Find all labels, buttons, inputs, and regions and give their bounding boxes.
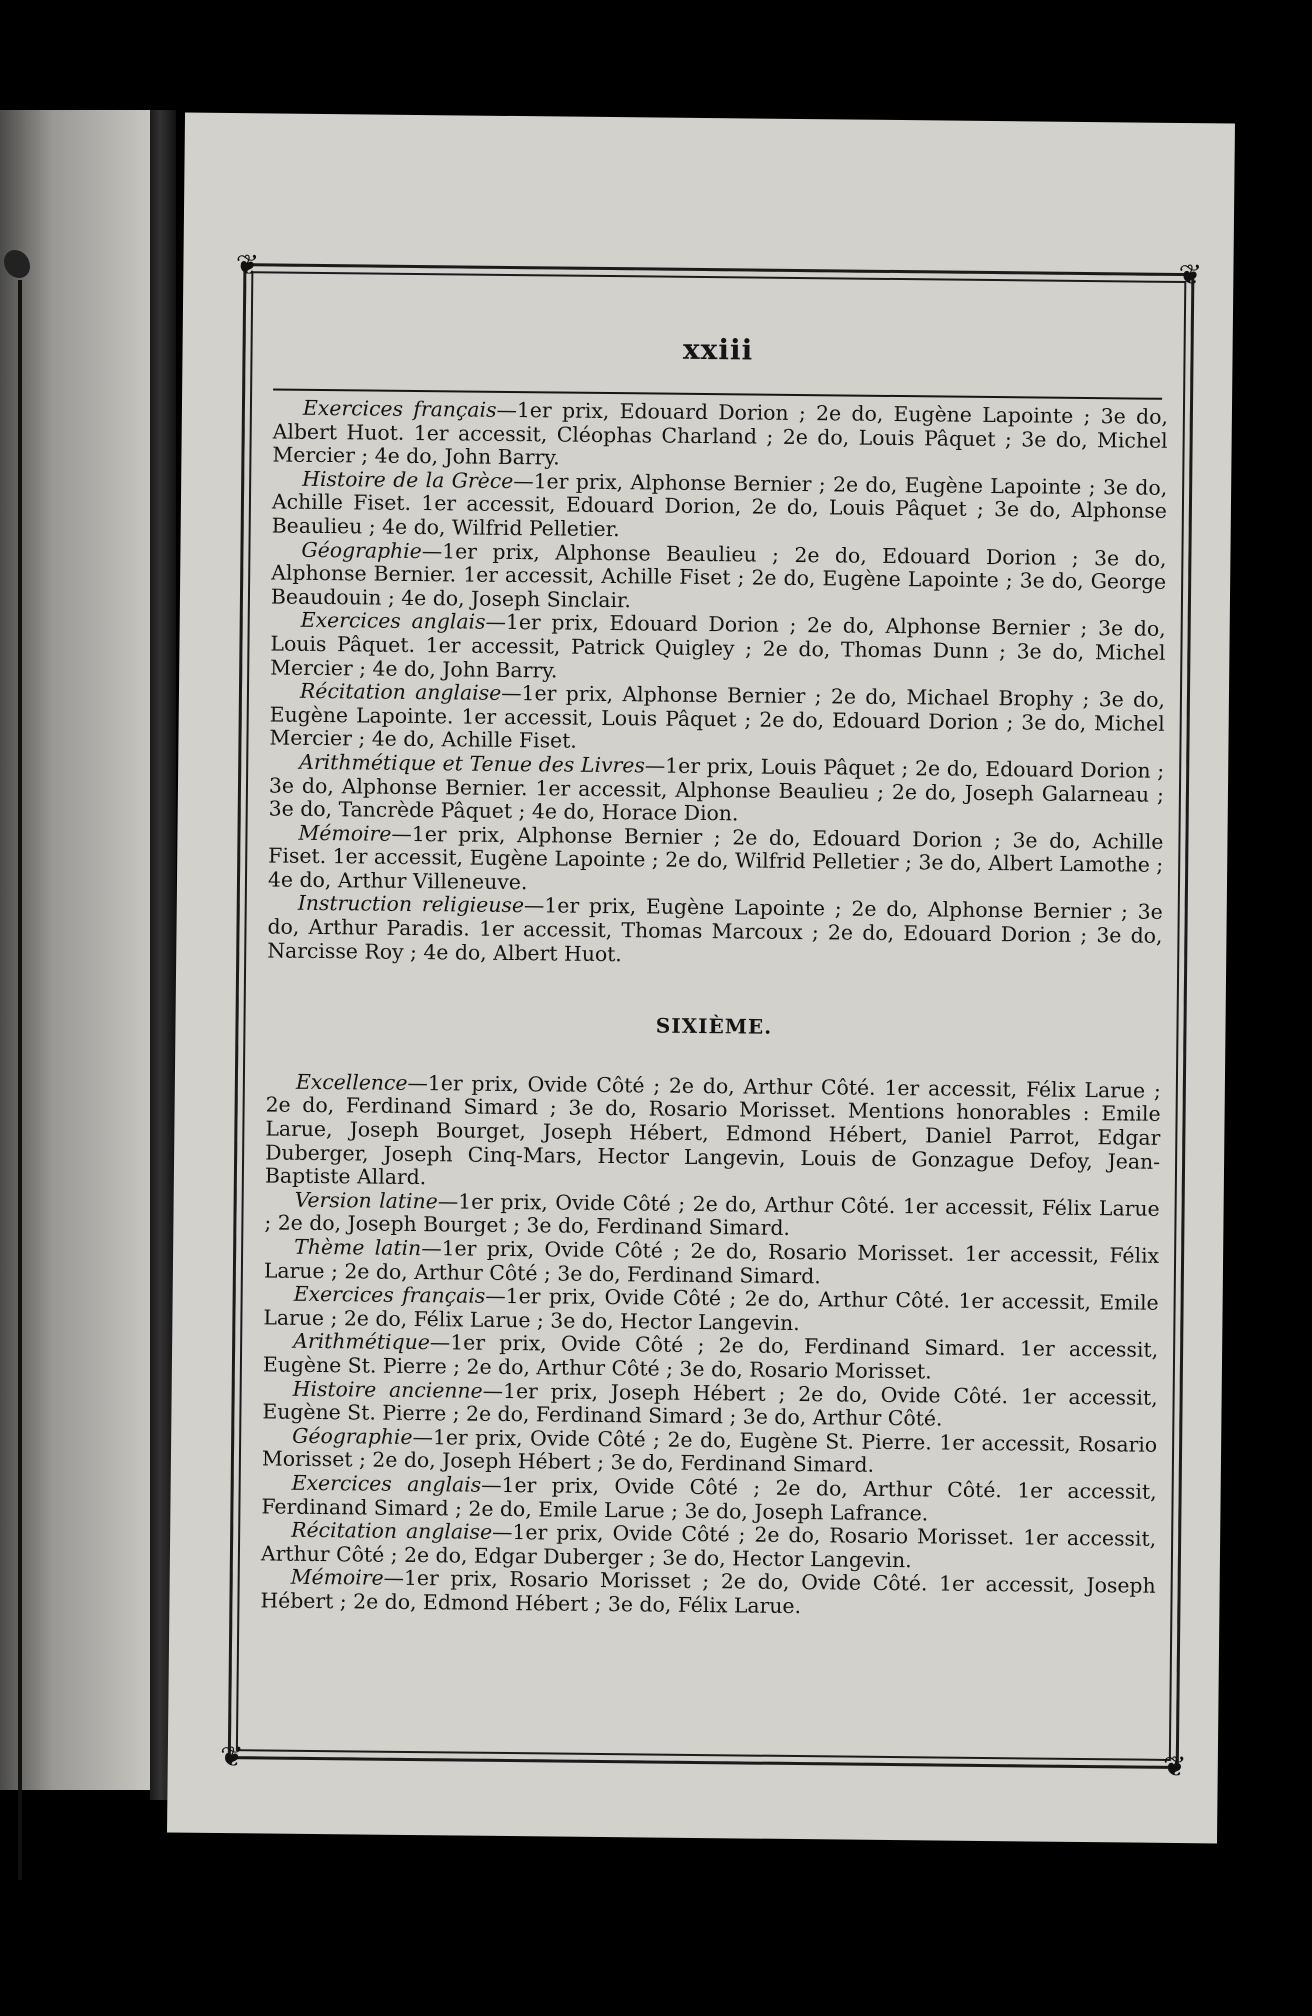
adjacent-page-ornament bbox=[4, 250, 30, 278]
page-content bbox=[260, 396, 1168, 1622]
prize-winners: —1er prix, Edouard Dorion ; 2e do, Eugène Lapointe ; 3e do, Albert Huot. 1er accessit, Cléophas Charland ; 2e do, Louis Pâquet ; 3e do, Michel Mercier ; 4e do, John Barry. bbox=[272, 397, 1169, 470]
section-title: SIXIÈME. bbox=[655, 1013, 773, 1039]
adjacent-page-rule bbox=[18, 280, 22, 1880]
subject-heading: Géographie bbox=[292, 1423, 413, 1449]
prize-winners: —1er prix, Ovide Côté ; 2e do, Eugène St. Pierre. 1er accessit, Rosario Morisset ; 2e do, Joseph Hébert ; 3e do, Ferdinand Simard. bbox=[261, 1424, 1158, 1478]
prize-winners: —1er prix, Louis Pâquet ; 2e do, Edouard Dorion ; 3e do, Alphonse Bernier. 1er accessit, Alphonse Beaulieu ; 2e do, Joseph Galarneau ; 3e do, Tancrède Pâquet ; 4e do, Horace Dion. bbox=[268, 753, 1165, 826]
subject-heading: Exercices anglais bbox=[300, 608, 486, 635]
subject-heading: Thème latin bbox=[294, 1234, 422, 1261]
prize-winners: —1er prix, Joseph Hébert ; 2e do, Ovide Côté. 1er accessit, Eugène St. Pierre ; 2e do, Ferdinand Simard ; 3e do, Arthur Côté. bbox=[262, 1378, 1158, 1431]
prize-entry bbox=[260, 1566, 1155, 1623]
prize-entry bbox=[272, 467, 1168, 547]
page-number: xxiii bbox=[682, 332, 754, 367]
corner-ornament-icon: ❦ bbox=[1162, 1749, 1187, 1784]
page-frame bbox=[219, 248, 1203, 1784]
prize-winners: —1er prix, Ovide Côté ; 2e do, Rosario Morisset. 1er accessit, Arthur Côté ; 2e do, Edgar Duberger ; 3e do, Hector Langevin. bbox=[260, 1519, 1157, 1572]
prize-list-sixieme bbox=[260, 1070, 1161, 1622]
corner-ornament-icon: ❦ bbox=[1178, 257, 1203, 292]
book-page bbox=[167, 113, 1235, 1844]
prize-winners: —1er prix, Alphonse Bernier ; 2e do, Michael Brophy ; 3e do, Eugène Lapointe. 1er accessit, Louis Pâquet ; 2e do, Edouard Dorion ; 3e do, Michel Mercier ; 4e do, Achille Fiset. bbox=[269, 681, 1166, 753]
prize-winners: —1er prix, Eugène Lapointe ; 2e do, Alphonse Bernier ; 3e do, Arthur Paradis. 1er accessit, Thomas Marcoux ; 2e do, Edouard Dorion ; 3e do, Narcisse Roy ; 4e do, Albert Huot. bbox=[267, 893, 1163, 966]
subject-heading: Excellence bbox=[295, 1069, 408, 1095]
corner-ornament-icon: ❦ bbox=[219, 1740, 244, 1774]
subject-heading: Mémoire bbox=[298, 820, 392, 846]
subject-heading: Exercices français bbox=[293, 1281, 486, 1308]
prize-entry bbox=[271, 538, 1167, 618]
corner-ornament-icon: ❦ bbox=[235, 248, 260, 282]
prize-entry bbox=[268, 821, 1164, 901]
prize-winners: —1er prix, Ovide Côté ; 2e do, Arthur Côté. 1er accessit, Félix Larue ; 2e do, Ferdinand Simard ; 3e do, Rosario Morisset. Mentions honorables : Emile Larue, Joseph Bourget, Joseph Hébert, Edmond Hébert, Daniel Parrot, Edgar Duberger, Joseph Cinq-Mars, Hector Langevin, Louis de Gonzague Defoy, Jean-Baptiste Allard. bbox=[264, 1070, 1161, 1190]
prize-winners: —1er prix, Ovide Côté ; 2e do, Arthur Côté. 1er accessit, Félix Larue ; 2e do, Joseph Bourget ; 3e do, Ferdinand Simard. bbox=[264, 1189, 1160, 1241]
prize-list-previous-class bbox=[267, 396, 1168, 972]
subject-heading: Exercices anglais bbox=[291, 1470, 482, 1497]
prize-winners: —1er prix, Ovide Côté ; 2e do, Arthur Côté. 1er accessit, Emile Larue ; 2e do, Félix Larue ; 3e do, Hector Langevin. bbox=[263, 1283, 1159, 1335]
subject-heading: Histoire ancienne bbox=[292, 1376, 483, 1403]
prize-winners: —1er prix, Ovide Côté ; 2e do, Rosario Morisset. 1er accessit, Félix Larue ; 2e do, Arthur Côté ; 3e do, Ferdinand Simard. bbox=[263, 1236, 1160, 1288]
prize-entry bbox=[272, 396, 1168, 476]
prize-entry bbox=[270, 609, 1166, 689]
prize-winners: —1er prix, Alphonse Beaulieu ; 2e do, Edouard Dorion ; 3e do, Alphonse Bernier. 1er accessit, Achille Fiset ; 2e do, Eugène Lapointe ; 3e do, George Beaudouin ; 4e do, Joseph Sinclair. bbox=[270, 538, 1167, 612]
prize-winners: —1er prix, Ovide Côté ; 2e do, Arthur Côté. 1er accessit, Ferdinand Simard ; 2e do, Emile Larue ; 3e do, Joseph Lafrance. bbox=[261, 1472, 1157, 1525]
subject-heading: Récitation anglaise bbox=[299, 678, 502, 706]
prize-winners: —1er prix, Alphonse Bernier ; 2e do, Eugène Lapointe ; 3e do, Achille Fiset. 1er accessit, Edouard Dorion, 2e do, Louis Pâquet ; 3e do, Alphonse Beaulieu ; 4e do, Wilfrid Pelletier. bbox=[271, 468, 1168, 542]
subject-heading: Histoire de la Grèce bbox=[302, 466, 514, 493]
subject-heading: Exercices français bbox=[302, 395, 497, 422]
prize-winners: —1er prix, Rosario Morisset ; 2e do, Ovide Côté. 1er accessit, Joseph Hébert ; 2e do, Edmond Hébert ; 3e do, Félix Larue. bbox=[260, 1566, 1156, 1618]
prize-winners: —1er prix, Alphonse Bernier ; 2e do, Edouard Dorion ; 3e do, Achille Fiset. 1er accessit, Eugène Lapointe ; 2e do, Wilfrid Pelletier ; 3e do, Albert Lamothe ; 4e do, Arthur Villeneuve. bbox=[267, 821, 1164, 895]
prize-entry bbox=[265, 1070, 1161, 1197]
prize-entry bbox=[269, 680, 1165, 760]
subject-heading: Récitation anglaise bbox=[291, 1517, 493, 1544]
prize-entry bbox=[269, 750, 1165, 830]
subject-heading: Arithmétique bbox=[293, 1329, 430, 1355]
prize-entry bbox=[267, 892, 1163, 972]
subject-heading: Version latine bbox=[294, 1187, 438, 1214]
adjacent-page-edge bbox=[0, 110, 150, 1790]
subject-heading: Instruction religieuse bbox=[297, 891, 525, 918]
subject-heading: Géographie bbox=[301, 537, 422, 563]
prize-winners: —1er prix, Ovide Côté ; 2e do, Ferdinand Simard. 1er accessit, Eugène St. Pierre ; 2e do, Arthur Côté ; 3e do, Rosario Morisset. bbox=[262, 1330, 1159, 1384]
subject-heading: Mémoire bbox=[290, 1565, 384, 1591]
subject-heading: Arithmétique et Tenue des Livres bbox=[299, 749, 645, 778]
prize-winners: —1er prix, Edouard Dorion ; 2e do, Alphonse Bernier ; 3e do, Louis Pâquet. 1er accessit, Patrick Quigley ; 2e do, Thomas Dunn ; 3e do, Michel Mercier ; 4e do, John Barry. bbox=[270, 610, 1166, 683]
